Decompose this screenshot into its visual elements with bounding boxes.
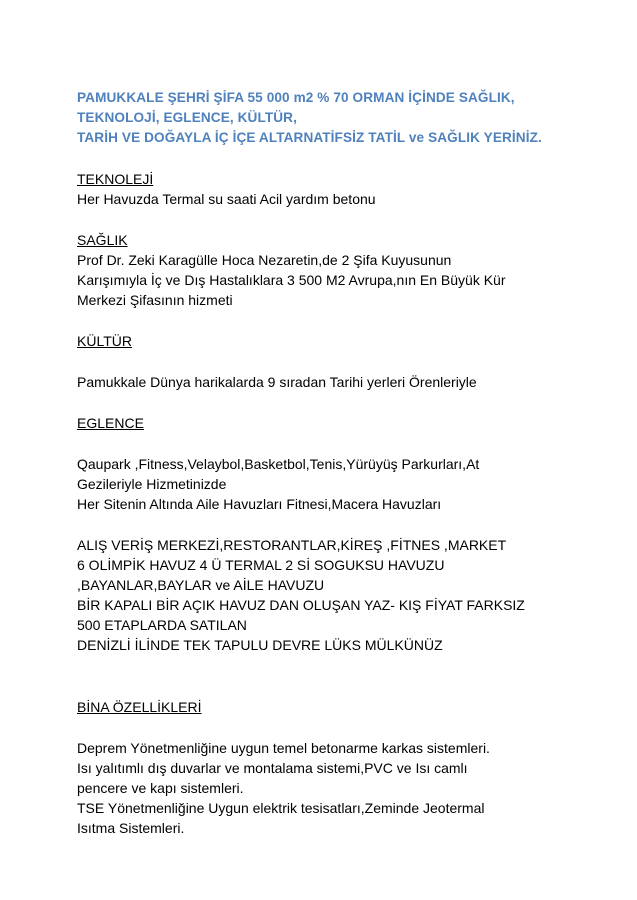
text-line: Her Havuzda Termal su saati Acil yardım betonu	[77, 191, 376, 207]
text-line: Deprem Yönetmenliğine uygun temel betonarme karkas sistemleri.	[77, 740, 490, 756]
text-line: Prof Dr. Zeki Karagülle Hoca Nezaretin,de 2 Şifa Kuyusunun	[77, 252, 452, 268]
text-line: Merkezi Şifasının hizmeti	[77, 292, 233, 308]
text-line: Her Sitenin Altında Aile Havuzları Fitnesi,Macera Havuzları	[77, 496, 442, 512]
document-page	[77, 88, 617, 838]
section-saglik	[77, 230, 617, 310]
text-line: ALIŞ VERİŞ MERKEZİ,RESTORANTLAR,KİREŞ ,FİTNES ,MARKET	[77, 537, 507, 553]
text-line: BİR KAPALI BİR AÇIK HAVUZ DAN OLUŞAN YAZ- KIŞ FİYAT FARKSIZ	[77, 597, 525, 613]
text-line: 6 OLİMPİK HAVUZ 4 Ü TERMAL 2 Sİ SOGUKSU HAVUZU	[77, 557, 445, 573]
section-heading-teknoloji: TEKNOLEJİ	[77, 171, 154, 187]
section-heading-bina: BİNA ÖZELLİKLERİ	[77, 699, 202, 715]
text-line: Qaupark ,Fitness,Velaybol,Basketbol,Tenis,Yürüyüş Parkurları,At	[77, 456, 480, 472]
text-line: 500 ETAPLARDA SATILAN	[77, 617, 247, 633]
text-line: Isıtma Sistemleri.	[77, 820, 185, 836]
section-heading-saglik: SAĞLIK	[77, 232, 128, 248]
text-line: Pamukkale Dünya harikalarda 9 sıradan Tarihi yerleri Örenleriyle	[77, 374, 477, 390]
text-line: Isı yalıtımlı dış duvarlar ve montalama sistemi,PVC ve Isı camlı	[77, 760, 468, 776]
section-teknoloji	[77, 169, 617, 209]
headline	[77, 88, 617, 148]
text-line: ,BAYANLAR,BAYLAR ve AİLE HAVUZU	[77, 577, 325, 593]
section-heading-kultur: KÜLTÜR	[77, 333, 132, 349]
section-heading-eglence: EGLENCE	[77, 415, 144, 431]
headline-line-2: TEKNOLOJİ, EGLENCE, KÜLTÜR,	[77, 110, 297, 125]
section-eglence	[77, 413, 617, 655]
headline-line-1: PAMUKKALE ŞEHRİ ŞİFA 55 000 m2 % 70 ORMAN İÇİNDE SAĞLIK,	[77, 90, 515, 105]
text-line: pencere ve kapı sistemleri.	[77, 780, 244, 796]
text-line: DENİZLİ İLİNDE TEK TAPULU DEVRE LÜKS MÜLKÜNÜZ	[77, 637, 443, 653]
text-line: Gezileriyle Hizmetinizde	[77, 476, 227, 492]
section-kultur	[77, 331, 617, 392]
text-line: TSE Yönetmenliğine Uygun elektrik tesisatları,Zeminde Jeotermal	[77, 800, 485, 816]
headline-line-3: TARİH VE DOĞAYLA İÇ İÇE ALTARNATİFSİZ TATİL ve SAĞLIK YERİNİZ.	[77, 130, 542, 145]
text-line: Karışımıyla İç ve Dış Hastalıklara 3 500 M2 Avrupa,nın En Büyük Kür	[77, 272, 506, 288]
section-bina	[77, 697, 617, 838]
